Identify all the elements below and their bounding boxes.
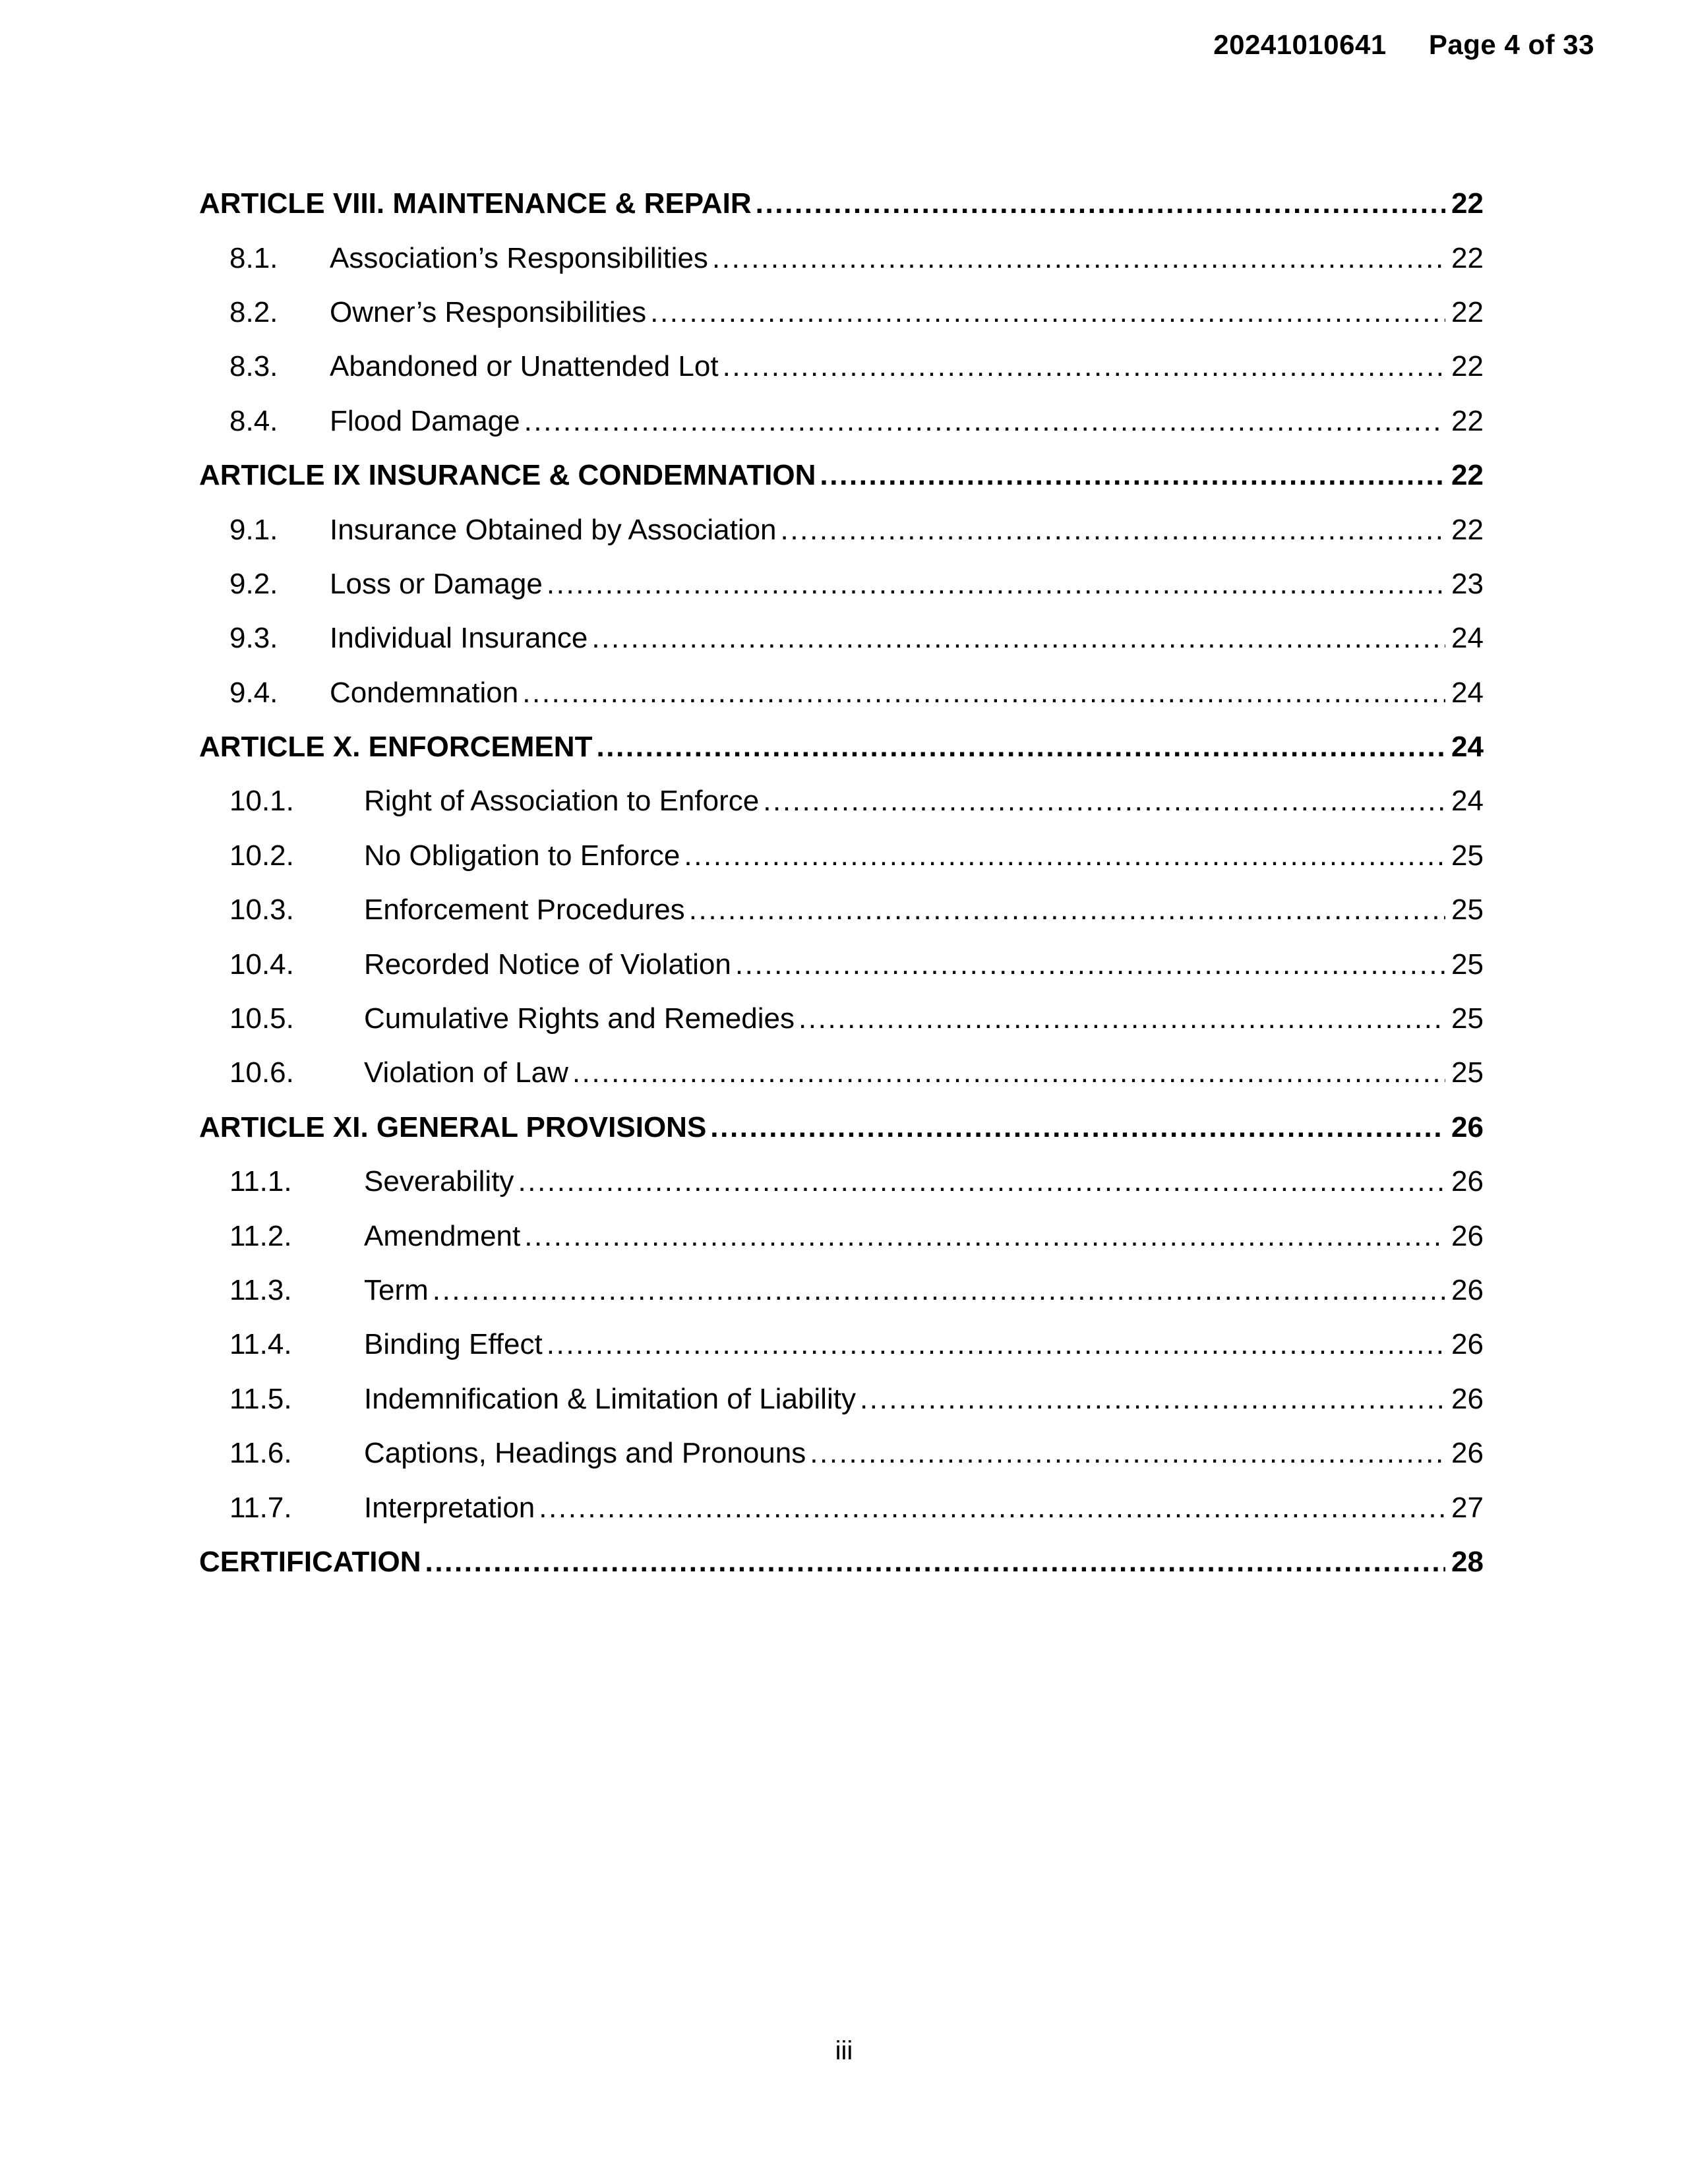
toc-entry-title: Term: [364, 1274, 429, 1306]
toc-entry-number: 8.3.: [229, 350, 278, 383]
toc-entry-title: Right of Association to Enforce: [364, 785, 760, 818]
toc-article-entry[interactable]: [199, 720, 1484, 774]
toc-entry-title: Severability: [364, 1165, 514, 1198]
toc-entry-title: Amendment: [364, 1219, 521, 1252]
toc-entry-page: 25: [1451, 839, 1484, 872]
toc-entry-number: 11.6.: [229, 1437, 292, 1470]
toc-entry-page: 26: [1451, 1165, 1484, 1198]
toc-section-entry[interactable]: [199, 1263, 1484, 1318]
toc-entry-title: Enforcement Procedures: [364, 894, 685, 926]
toc-entry-number: 9.3.: [229, 622, 278, 655]
toc-entry-page: 22: [1451, 513, 1484, 546]
toc-entry-page: 22: [1451, 295, 1484, 328]
toc-section-entry[interactable]: [199, 340, 1484, 394]
toc-entry-page: 25: [1451, 948, 1484, 981]
toc-entry-number: 9.2.: [229, 567, 278, 600]
toc-entry-page: 26: [1451, 1219, 1484, 1252]
toc-section-entry[interactable]: [199, 992, 1484, 1046]
toc-entry-title: Flood Damage: [330, 404, 520, 437]
toc-entry-title: Association’s Responsibilities: [330, 241, 708, 274]
toc-section-entry[interactable]: [199, 937, 1484, 991]
toc-entry-page: 22: [1451, 459, 1484, 492]
toc-entry-number: 8.1.: [229, 241, 278, 274]
toc-dot-leader: [860, 1383, 1445, 1416]
toc-dot-leader: [524, 1220, 1445, 1253]
toc-entry-page: 27: [1451, 1491, 1484, 1524]
page-header: [1213, 29, 1594, 61]
toc-entry-number: 9.1.: [229, 513, 278, 546]
toc-section-entry[interactable]: [199, 1480, 1484, 1534]
toc-entry-title: Loss or Damage: [330, 567, 543, 600]
toc-entry-number: 9.4.: [229, 676, 278, 709]
toc-entry-title: ARTICLE XI. GENERAL PROVISIONS: [199, 1110, 707, 1143]
toc-dot-leader: [425, 1546, 1446, 1579]
toc-entry-title: Interpretation: [364, 1491, 535, 1524]
toc-dot-leader: [547, 1328, 1445, 1361]
toc-entry-title: Binding Effect: [364, 1328, 543, 1361]
toc-entry-page: 26: [1451, 1382, 1484, 1415]
toc-entry-title: ARTICLE VIII. MAINTENANCE & REPAIR: [199, 187, 752, 220]
toc-entry-page: 24: [1451, 676, 1484, 709]
toc-article-entry[interactable]: [199, 177, 1484, 231]
toc-section-entry[interactable]: [199, 774, 1484, 828]
toc-entry-page: 25: [1451, 1002, 1484, 1035]
toc-dot-leader: [524, 405, 1445, 438]
toc-section-entry[interactable]: [199, 231, 1484, 285]
toc-section-entry[interactable]: [199, 557, 1484, 611]
toc-dot-leader: [735, 948, 1445, 981]
toc-entry-page: 26: [1451, 1437, 1484, 1470]
page-footer: [0, 2036, 1688, 2066]
toc-section-entry[interactable]: [199, 666, 1484, 720]
toc-entry-title: ARTICLE IX INSURANCE & CONDEMNATION: [199, 459, 816, 492]
table-of-contents: [199, 177, 1484, 1589]
toc-entry-number: 11.2.: [229, 1219, 292, 1252]
toc-section-entry[interactable]: [199, 611, 1484, 665]
document-number: 20241010641: [1213, 29, 1387, 60]
toc-section-entry[interactable]: [199, 883, 1484, 937]
toc-dot-leader: [712, 242, 1445, 275]
toc-entry-page: 22: [1451, 187, 1484, 220]
toc-section-entry[interactable]: [199, 502, 1484, 557]
toc-entry-page: 26: [1451, 1328, 1484, 1361]
toc-entry-number: 10.3.: [229, 894, 294, 926]
toc-entry-page: 24: [1451, 731, 1484, 764]
toc-dot-leader: [522, 677, 1445, 710]
toc-article-entry[interactable]: [199, 1535, 1484, 1589]
toc-dot-leader: [810, 1437, 1445, 1470]
toc-entry-number: 10.1.: [229, 785, 294, 818]
toc-dot-leader: [723, 350, 1445, 383]
toc-entry-page: 24: [1451, 785, 1484, 818]
toc-section-entry[interactable]: [199, 1372, 1484, 1426]
toc-entry-page: 26: [1451, 1274, 1484, 1306]
toc-entry-page: 22: [1451, 241, 1484, 274]
toc-entry-title: Insurance Obtained by Association: [330, 513, 777, 546]
toc-entry-number: 8.2.: [229, 295, 278, 328]
toc-section-entry[interactable]: [199, 394, 1484, 448]
toc-entry-title: Recorded Notice of Violation: [364, 948, 731, 981]
toc-entry-number: 11.4.: [229, 1328, 292, 1361]
toc-section-entry[interactable]: [199, 829, 1484, 883]
toc-entry-page: 24: [1451, 622, 1484, 655]
toc-section-entry[interactable]: [199, 1426, 1484, 1480]
toc-section-entry[interactable]: [199, 1046, 1484, 1100]
toc-entry-title: Owner’s Responsibilities: [330, 295, 647, 328]
toc-entry-title: Abandoned or Unattended Lot: [330, 350, 719, 383]
toc-entry-number: 10.6.: [229, 1056, 294, 1089]
toc-article-entry[interactable]: [199, 1101, 1484, 1155]
toc-entry-number: 11.7.: [229, 1491, 292, 1524]
toc-dot-leader: [756, 187, 1445, 220]
toc-dot-leader: [572, 1056, 1445, 1089]
toc-entry-page: 26: [1451, 1110, 1484, 1143]
toc-entry-page: 25: [1451, 1056, 1484, 1089]
toc-entry-number: 11.1.: [229, 1165, 292, 1198]
toc-dot-leader: [689, 894, 1445, 926]
toc-entry-title: Violation of Law: [364, 1056, 568, 1089]
toc-dot-leader: [547, 568, 1445, 601]
toc-entry-page: 22: [1451, 404, 1484, 437]
toc-entry-title: Indemnification & Limitation of Liability: [364, 1382, 856, 1415]
toc-section-entry[interactable]: [199, 286, 1484, 340]
toc-entry-number: 8.4.: [229, 404, 278, 437]
toc-section-entry[interactable]: [199, 1155, 1484, 1209]
toc-entry-title: Individual Insurance: [330, 622, 588, 655]
toc-entry-page: 22: [1451, 350, 1484, 383]
toc-dot-leader: [650, 296, 1445, 329]
toc-entry-number: 10.4.: [229, 948, 294, 981]
toc-entry-page: 28: [1451, 1545, 1484, 1578]
page-count-label: Page 4 of 33: [1428, 29, 1594, 60]
toc-dot-leader: [433, 1274, 1445, 1307]
toc-dot-leader: [763, 785, 1445, 818]
toc-entry-number: 10.2.: [229, 839, 294, 872]
toc-entry-title: Condemnation: [330, 676, 519, 709]
toc-dot-leader: [684, 839, 1445, 872]
toc-dot-leader: [591, 622, 1445, 655]
toc-entry-number: 11.5.: [229, 1382, 292, 1415]
toc-entry-number: 10.5.: [229, 1002, 294, 1035]
toc-entry-title: CERTIFICATION: [199, 1545, 421, 1578]
toc-entry-title: No Obligation to Enforce: [364, 839, 680, 872]
toc-dot-leader: [518, 1165, 1445, 1198]
toc-entry-page: 23: [1451, 567, 1484, 600]
toc-dot-leader: [820, 459, 1445, 492]
toc-entry-title: Cumulative Rights and Remedies: [364, 1002, 795, 1035]
footer-page-numeral: iii: [835, 2036, 853, 2065]
toc-dot-leader: [710, 1111, 1445, 1144]
toc-entry-title: Captions, Headings and Pronouns: [364, 1437, 806, 1470]
toc-entry-title: ARTICLE X. ENFORCEMENT: [199, 731, 593, 764]
toc-entry-number: 11.3.: [229, 1274, 292, 1306]
toc-dot-leader: [539, 1492, 1445, 1525]
toc-article-entry[interactable]: [199, 448, 1484, 502]
toc-section-entry[interactable]: [199, 1318, 1484, 1372]
toc-dot-leader: [596, 731, 1445, 764]
toc-section-entry[interactable]: [199, 1209, 1484, 1263]
toc-dot-leader: [781, 514, 1445, 547]
toc-dot-leader: [799, 1002, 1445, 1035]
toc-entry-page: 25: [1451, 894, 1484, 926]
